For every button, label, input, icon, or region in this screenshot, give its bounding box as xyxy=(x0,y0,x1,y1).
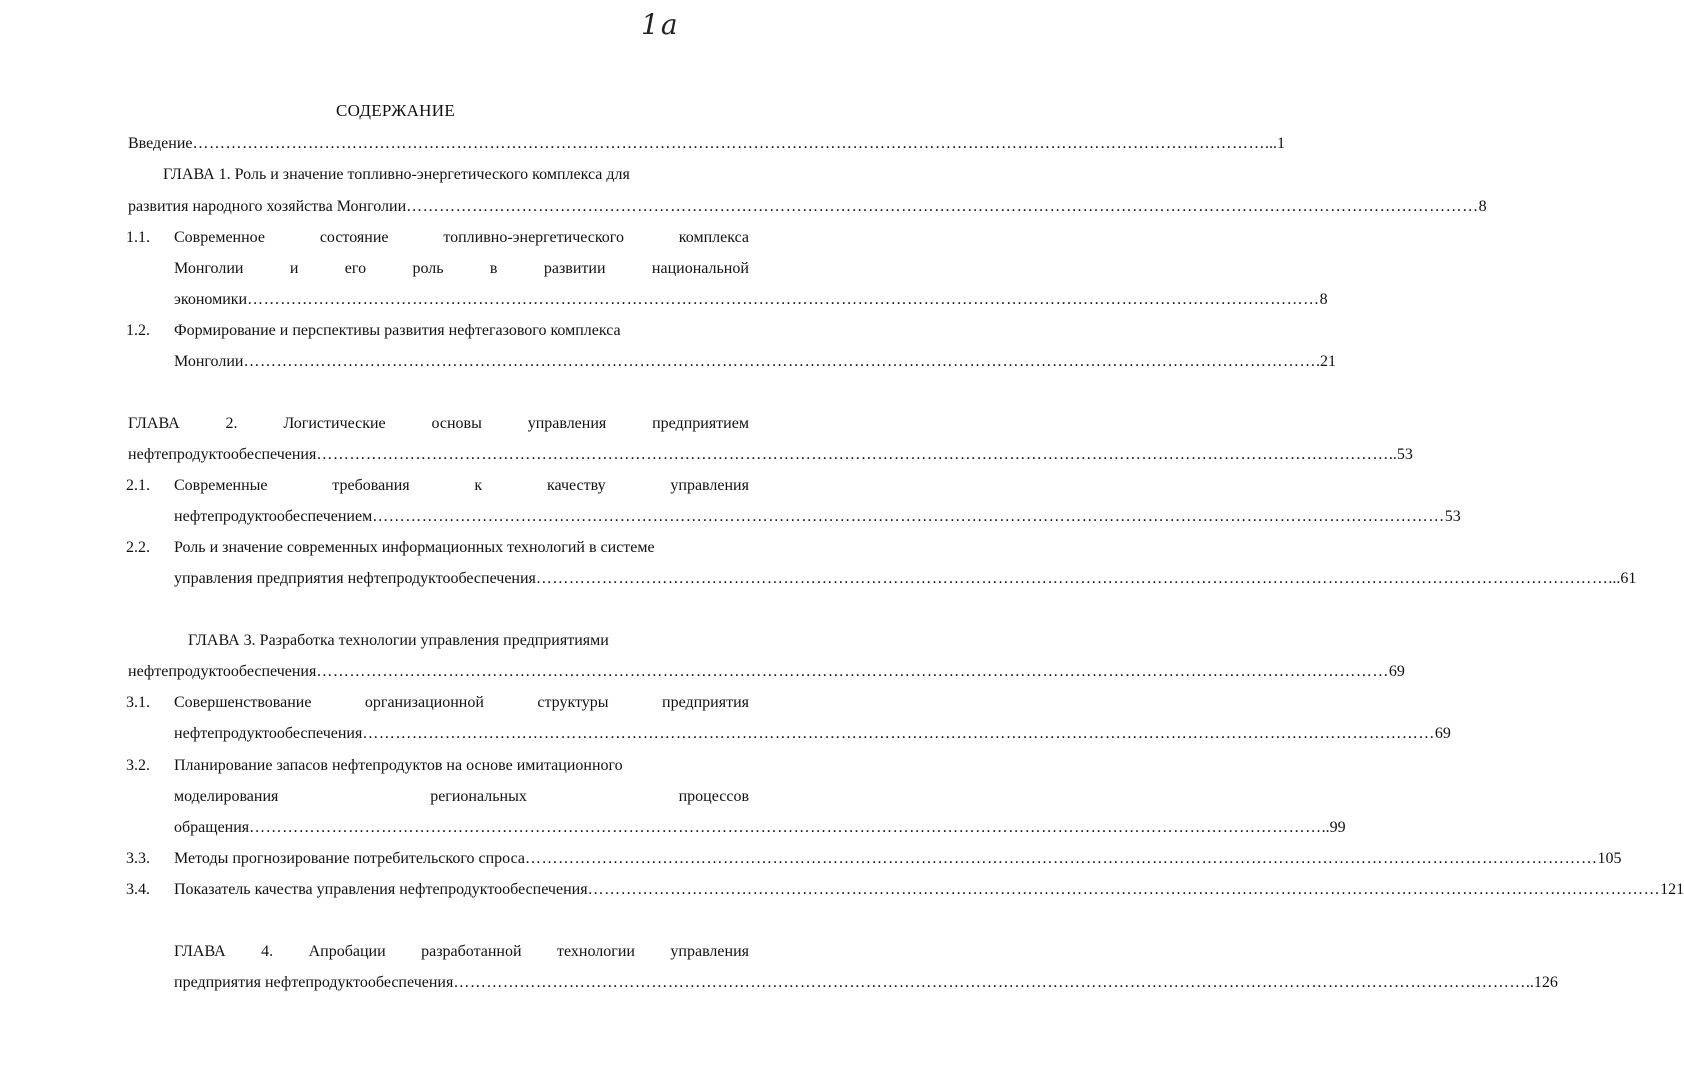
toc-page-number: 53 xyxy=(1444,508,1461,525)
toc-page-number: 69 xyxy=(1434,725,1451,742)
toc-word: организационной xyxy=(364,694,484,711)
toc-word: требования xyxy=(332,477,410,494)
toc-section-2-2-line2 xyxy=(174,567,1637,591)
toc-section-2-1-line1 xyxy=(174,474,749,498)
toc-word: Логистические xyxy=(283,415,386,432)
toc-leader-dots: …………………………………………………………………………………………………………………………………………………………………………… xyxy=(249,819,1322,836)
toc-chapter-3-line2 xyxy=(128,660,1405,684)
toc-section-number: 1.1. xyxy=(126,229,150,246)
toc-word: предприятия xyxy=(662,694,749,711)
toc-page-number: ...61 xyxy=(1608,570,1637,587)
toc-page-number: 8 xyxy=(1478,198,1487,215)
toc-word: Совершенствование xyxy=(174,694,312,711)
toc-section-3-4 xyxy=(174,878,1684,902)
toc-word: национальной xyxy=(651,260,749,277)
toc-chapter-3-line1: ГЛАВА 3. Разработка технологии управления предприятиями xyxy=(188,632,609,649)
toc-entry-text: нефтепродуктообеспечения xyxy=(128,446,317,463)
toc-word: Монголии xyxy=(174,260,244,277)
toc-leader-dots: …………………………………………………………………………………………………………………………………………………………………………… xyxy=(316,446,1389,463)
toc-section-number: 3.2. xyxy=(126,757,150,774)
toc-section-number: 2.1. xyxy=(126,477,150,494)
toc-entry-text: развития народного хозяйства Монголии xyxy=(128,198,407,215)
toc-entry-text: предприятия нефтепродуктообеспечения xyxy=(174,974,454,991)
toc-leader-dots: …………………………………………………………………………………………………………………………………………………………………………… xyxy=(372,508,1445,525)
toc-section-3-1-line2 xyxy=(174,722,1451,746)
toc-entry-intro xyxy=(128,132,1285,156)
toc-word: управления xyxy=(670,943,749,960)
toc-page-number: ...1 xyxy=(1265,135,1285,152)
toc-leader-dots: …………………………………………………………………………………………………………………………………………………………………………… xyxy=(316,663,1389,680)
toc-section-3-2-line3 xyxy=(174,816,1346,840)
toc-word: технологии xyxy=(557,943,635,960)
toc-leader-dots: …………………………………………………………………………………………………………………………………………………………………………… xyxy=(524,850,1598,867)
toc-word: основы xyxy=(431,415,482,432)
toc-section-1-2-line1: Формирование и перспективы развития нефтегазового комплекса xyxy=(174,322,621,339)
toc-entry-text: Показатель качества управления нефтепродуктообеспечения xyxy=(174,881,588,898)
toc-section-1-2-line2 xyxy=(174,350,1336,374)
toc-page-number: ..99 xyxy=(1321,819,1346,836)
toc-section-2-2-line1: Роль и значение современных информационных технологий в системе xyxy=(174,539,655,556)
toc-word: 4. xyxy=(261,943,274,960)
toc-word: его xyxy=(344,260,367,277)
toc-page-number: 69 xyxy=(1388,663,1405,680)
toc-entry-text: нефтепродуктообеспечения xyxy=(174,725,363,742)
toc-leader-dots: …………………………………………………………………………………………………………………………………………………………………………… xyxy=(406,198,1479,215)
toc-word: Апробации xyxy=(308,943,386,960)
toc-section-3-2-line1: Планирование запасов нефтепродуктов на основе имитационного xyxy=(174,757,623,774)
toc-chapter-1-line1: ГЛАВА 1. Роль и значение топливно-энергетического комплекса для xyxy=(163,166,630,183)
toc-word: и xyxy=(289,260,299,277)
toc-word: региональных xyxy=(430,788,527,805)
toc-leader-dots: …………………………………………………………………………………………………………………………………………………………………………… xyxy=(192,135,1265,152)
toc-section-3-1-line1 xyxy=(174,691,749,715)
toc-leader-dots: …………………………………………………………………………………………………………………………………………………………………………… xyxy=(243,353,1316,370)
toc-word: управления xyxy=(670,477,749,494)
toc-section-number: 1.2. xyxy=(126,322,150,339)
page-title: СОДЕРЖАНИЕ xyxy=(335,101,456,120)
toc-section-1-1-line3 xyxy=(174,288,1328,312)
toc-word: к xyxy=(474,477,483,494)
toc-entry-text: Методы прогнозирование потребительского спроса xyxy=(174,850,525,867)
toc-entry-text: обращения xyxy=(174,819,250,836)
toc-word: структуры xyxy=(537,694,609,711)
toc-leader-dots: …………………………………………………………………………………………………………………………………………………………………………… xyxy=(453,974,1526,991)
toc-entry-text: экономики xyxy=(174,291,248,308)
toc-section-number: 3.4. xyxy=(126,881,150,898)
toc-entry-text: Введение xyxy=(128,135,193,152)
toc-entry-text: нефтепродуктообеспечения xyxy=(128,663,317,680)
toc-word: управления xyxy=(527,415,607,432)
toc-word: ГЛАВА xyxy=(128,415,180,432)
toc-page-number: .21 xyxy=(1315,353,1336,370)
toc-word: состояние xyxy=(319,229,389,246)
toc-section-1-1-line2 xyxy=(174,257,749,281)
toc-leader-dots: …………………………………………………………………………………………………………………………………………………………………………… xyxy=(362,725,1435,742)
toc-word: качеству xyxy=(546,477,606,494)
toc-word: Современные xyxy=(174,477,268,494)
toc-page-number: 8 xyxy=(1319,291,1328,308)
toc-word: предприятием xyxy=(652,415,749,432)
toc-word: топливно-энергетического xyxy=(443,229,624,246)
toc-chapter-2-line1 xyxy=(128,412,749,436)
toc-word: комплекса xyxy=(678,229,749,246)
toc-chapter-2-line2 xyxy=(128,443,1413,467)
toc-section-number: 2.2. xyxy=(126,539,150,556)
toc-section-1-1-line1 xyxy=(174,226,749,250)
toc-section-2-1-line2 xyxy=(174,505,1461,529)
toc-word: развитии xyxy=(543,260,606,277)
toc-section-number: 3.3. xyxy=(126,850,150,867)
toc-leader-dots: …………………………………………………………………………………………………………………………………………………………………………… xyxy=(587,881,1661,898)
toc-entry-text: управления предприятия нефтепродуктообеспечения xyxy=(174,570,536,587)
toc-leader-dots: …………………………………………………………………………………………………………………………………………………………………………… xyxy=(247,291,1320,308)
toc-page-number: ..53 xyxy=(1388,446,1413,463)
toc-word: Современное xyxy=(174,229,265,246)
toc-word: моделирования xyxy=(174,788,279,805)
toc-chapter-4-line1 xyxy=(174,940,749,964)
toc-word: роль xyxy=(412,260,444,277)
toc-entry-text: нефтепродуктообеспечением xyxy=(174,508,373,525)
toc-page-number: 105 xyxy=(1597,850,1622,867)
toc-chapter-1-line2 xyxy=(128,195,1487,219)
toc-leader-dots: …………………………………………………………………………………………………………………………………………………………………………… xyxy=(535,570,1609,587)
toc-entry-text: Монголии xyxy=(174,353,244,370)
toc-word: процессов xyxy=(678,788,749,805)
toc-section-3-2-line2 xyxy=(174,785,749,809)
toc-word: 2. xyxy=(225,415,238,432)
toc-page-number: 121 xyxy=(1660,881,1684,898)
toc-chapter-4-line2 xyxy=(174,971,1558,995)
toc-section-3-3 xyxy=(174,847,1622,871)
toc-section-number: 3.1. xyxy=(126,694,150,711)
toc-page-number: ..126 xyxy=(1525,974,1558,991)
toc-word: в xyxy=(489,260,498,277)
toc-word: разработанной xyxy=(421,943,522,960)
toc-word: ГЛАВА xyxy=(174,943,226,960)
handwritten-page-number: 1a xyxy=(641,8,680,41)
